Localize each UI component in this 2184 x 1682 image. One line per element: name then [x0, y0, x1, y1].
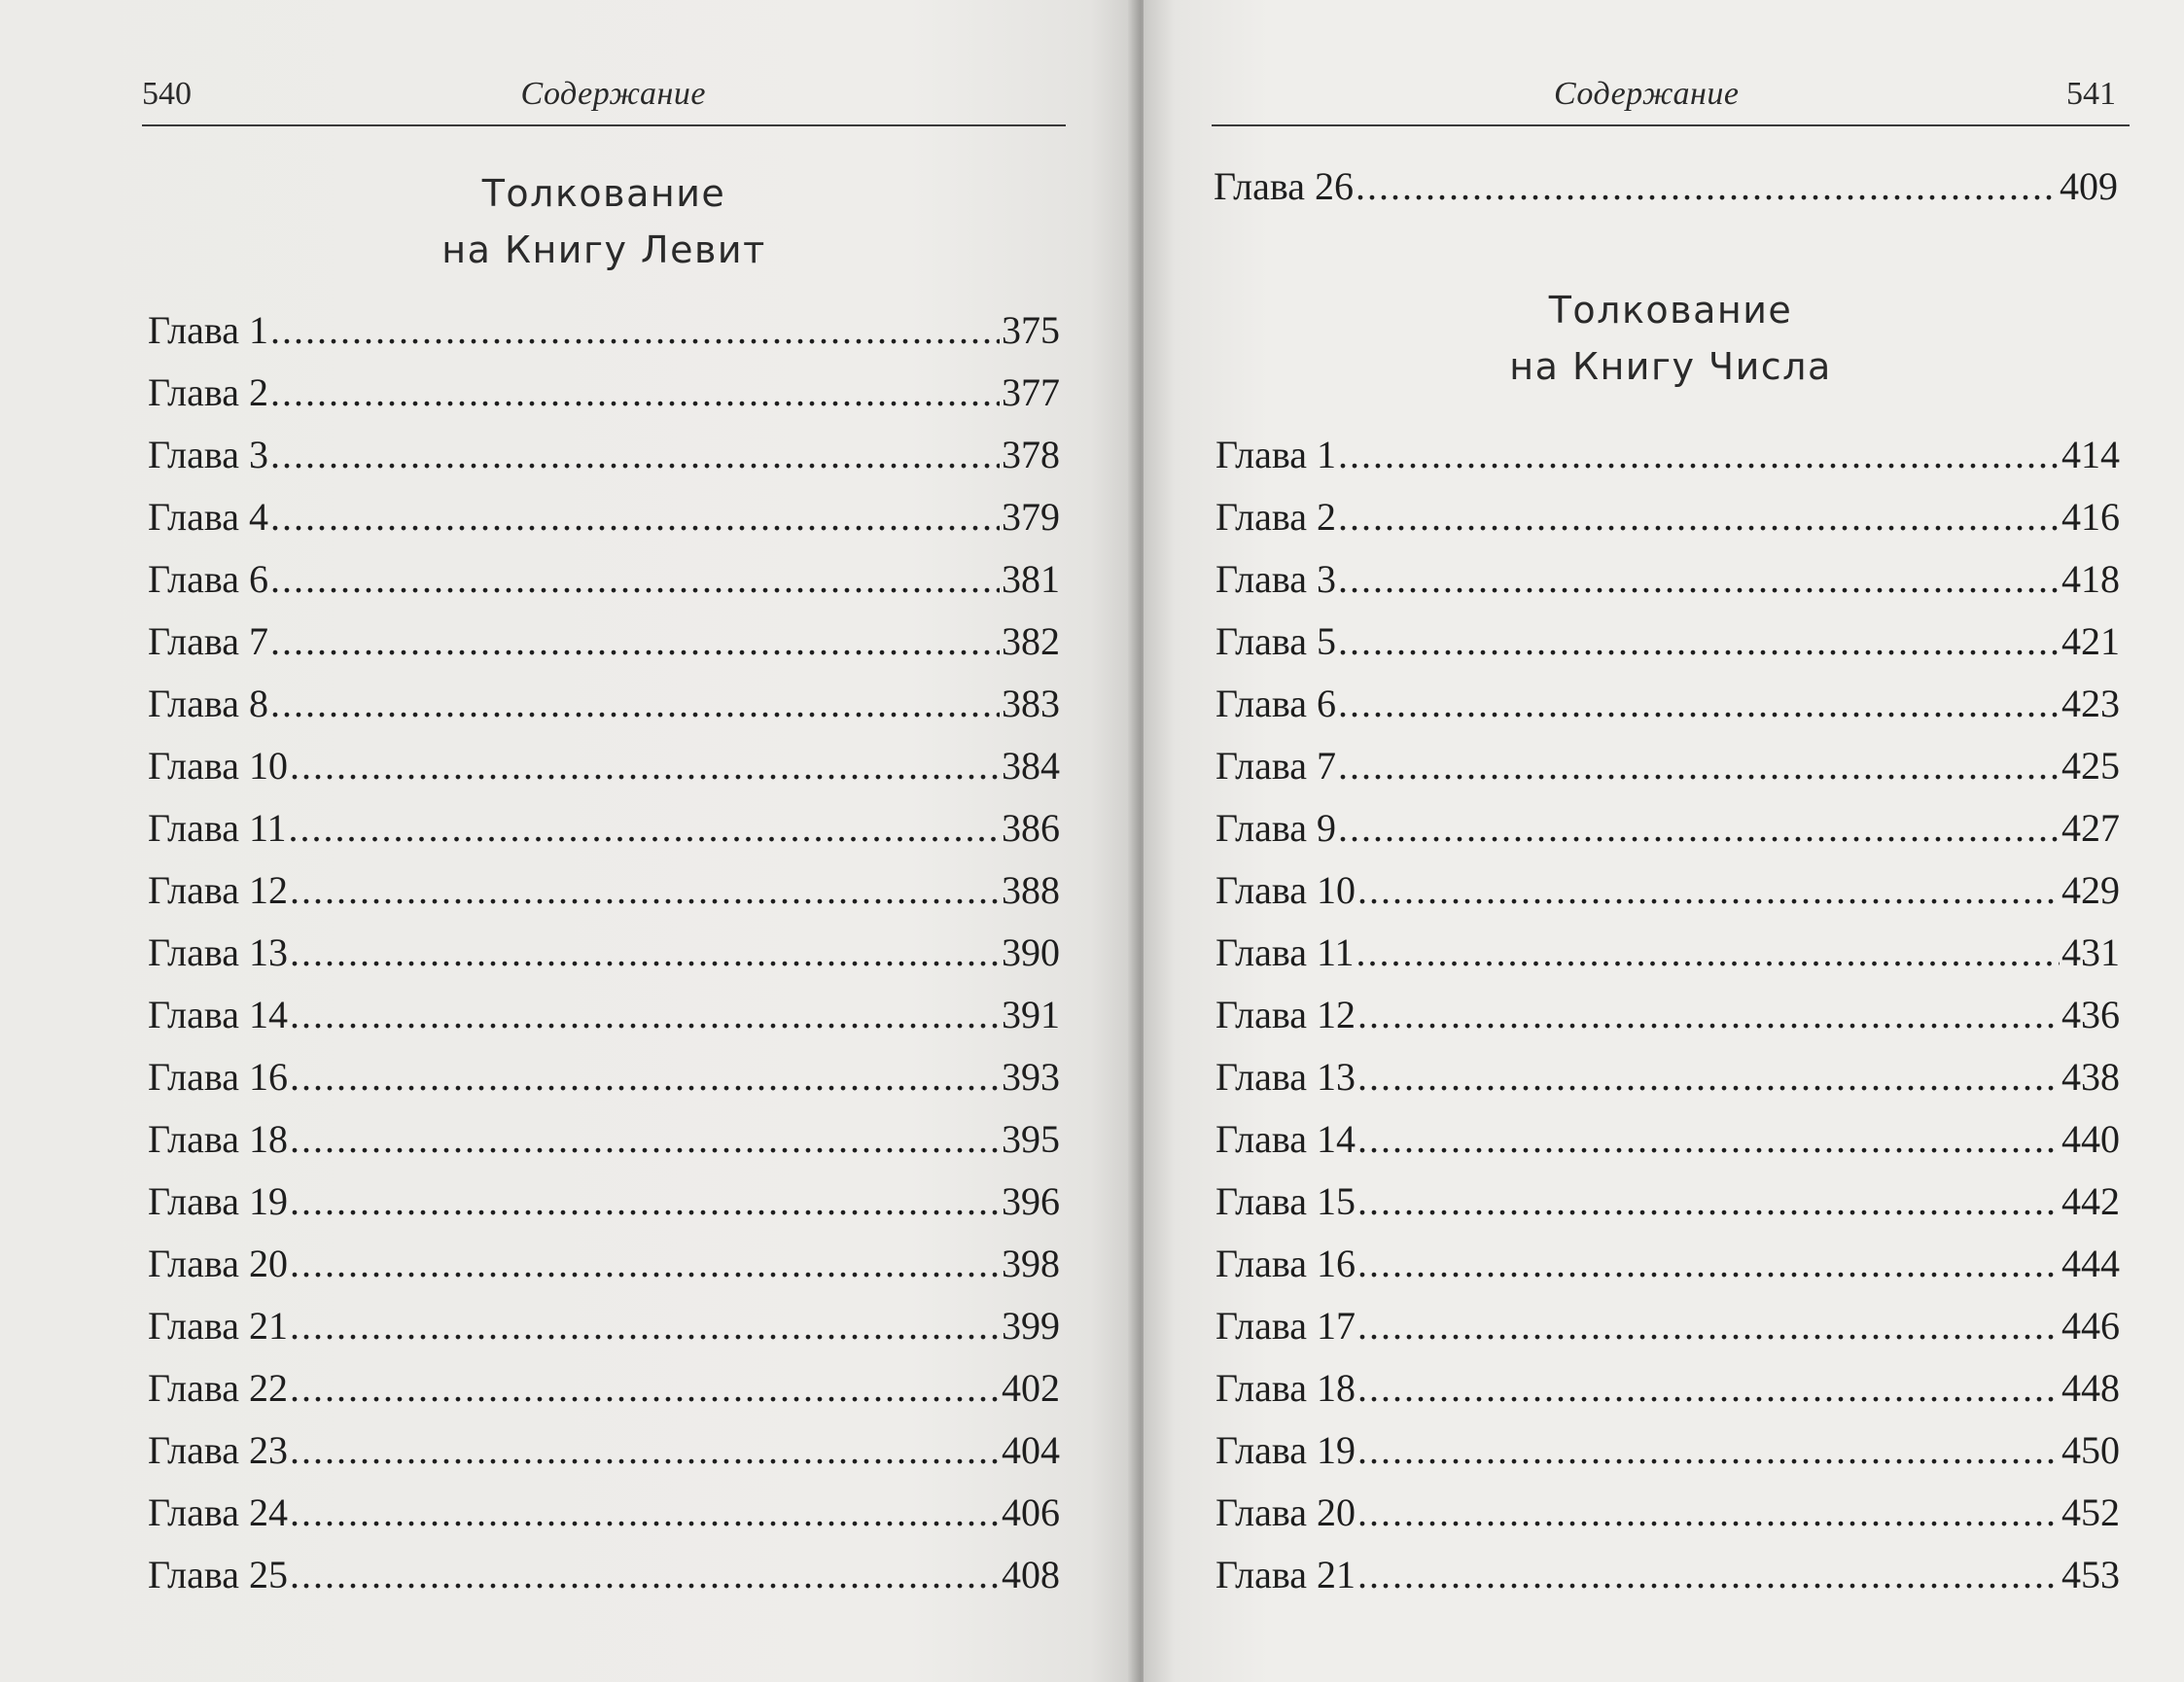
toc-entry	[1215, 673, 2120, 735]
toc-entry-page: 416	[2061, 495, 2120, 539]
toc-entry-page: 377	[1002, 370, 1060, 414]
dot-leader	[1357, 1046, 2060, 1108]
toc-entry-page: 440	[2061, 1117, 2120, 1161]
toc-entry-label: Глава 12	[148, 868, 288, 912]
toc-entry-label: Глава 21	[1215, 1553, 1356, 1596]
dot-leader	[290, 1233, 1000, 1295]
dot-leader	[1357, 1108, 2060, 1171]
dot-leader	[1338, 548, 2060, 611]
toc-entry-page: 382	[1002, 619, 1060, 663]
section-title-line2: на Книгу Числа	[1509, 345, 1832, 388]
dot-leader	[290, 1171, 1000, 1233]
toc-entry-page: 444	[2061, 1242, 2120, 1285]
toc-entry	[148, 486, 1060, 548]
dot-leader	[1357, 1544, 2060, 1606]
toc-entry-label: Глава 14	[148, 993, 288, 1036]
toc-entry	[1215, 735, 2120, 797]
toc-entry-page: 375	[1002, 308, 1060, 352]
toc-entry-page: 429	[2061, 868, 2120, 912]
toc-entry-label: Глава 7	[1215, 744, 1336, 788]
dot-leader	[290, 1357, 1000, 1419]
toc-entry	[148, 1233, 1060, 1295]
toc-entry-page: 450	[2061, 1428, 2120, 1472]
dot-leader	[290, 922, 1000, 984]
toc-entry	[1215, 1171, 2120, 1233]
toc-entry-label: Глава 2	[1215, 495, 1336, 539]
toc-entry-page: 384	[1002, 744, 1060, 788]
dot-leader	[270, 548, 1000, 611]
dot-leader	[290, 1046, 1000, 1108]
dot-leader	[1357, 984, 2060, 1046]
toc-entry-label: Глава 22	[148, 1366, 288, 1410]
toc-entry-label: Глава 19	[1215, 1428, 1356, 1472]
toc-entry	[148, 362, 1060, 424]
toc-entry-label: Глава 1	[148, 308, 268, 352]
toc-entry	[148, 922, 1060, 984]
dot-leader	[1338, 735, 2060, 797]
toc-entry	[148, 1171, 1060, 1233]
toc-entry	[1215, 548, 2120, 611]
toc-entry-page: 409	[2060, 164, 2118, 208]
toc-entry-label: Глава 19	[148, 1179, 288, 1223]
toc-entry-label: Глава 14	[1215, 1117, 1356, 1161]
toc-list-leviticus	[148, 299, 1060, 1606]
running-title: Содержание	[1554, 76, 1740, 112]
toc-entry-page: 423	[2061, 682, 2120, 725]
toc-entry	[148, 797, 1060, 859]
section-title-line1: Толкование	[481, 172, 726, 215]
toc-entry	[1215, 922, 2120, 984]
toc-entry	[148, 548, 1060, 611]
dot-leader	[290, 1108, 1000, 1171]
toc-entry	[1215, 1419, 2120, 1482]
dot-leader	[1338, 424, 2060, 486]
toc-entry	[148, 1482, 1060, 1544]
toc-entry-page: 390	[1002, 930, 1060, 974]
toc-entry-page: 396	[1002, 1179, 1060, 1223]
toc-entry-label: Глава 18	[148, 1117, 288, 1161]
toc-entry	[1215, 1357, 2120, 1419]
dot-leader	[290, 1544, 1000, 1606]
dot-leader	[1357, 1419, 2060, 1482]
dot-leader	[288, 797, 1000, 859]
running-title: Содержание	[520, 76, 706, 112]
page-number: 541	[2066, 76, 2116, 112]
toc-entry-label: Глава 9	[1215, 806, 1336, 850]
toc-entry-label: Глава 18	[1215, 1366, 1356, 1410]
toc-entry	[148, 673, 1060, 735]
toc-entry	[1215, 486, 2120, 548]
dot-leader	[290, 1295, 1000, 1357]
toc-entry-label: Глава 10	[148, 744, 288, 788]
dot-leader	[290, 984, 1000, 1046]
dot-leader	[1338, 486, 2060, 548]
dot-leader	[1357, 859, 2060, 922]
toc-entry-page: 418	[2061, 557, 2120, 601]
toc-entry-label: Глава 21	[148, 1304, 288, 1348]
toc-entry	[1215, 424, 2120, 486]
dot-leader	[270, 362, 1000, 424]
toc-entry-page: 421	[2061, 619, 2120, 663]
dot-leader	[270, 673, 1000, 735]
toc-entry	[1214, 156, 2118, 218]
toc-entry	[1215, 1108, 2120, 1171]
toc-list-continuation	[1214, 156, 2118, 218]
toc-entry-page: 402	[1002, 1366, 1060, 1410]
toc-entry-label: Глава 24	[148, 1490, 288, 1534]
dot-leader	[270, 611, 1000, 673]
dot-leader	[1356, 922, 2060, 984]
dot-leader	[290, 859, 1000, 922]
dot-leader	[1357, 1357, 2060, 1419]
toc-entry-page: 379	[1002, 495, 1060, 539]
dot-leader	[270, 424, 1000, 486]
toc-entry-label: Глава 10	[1215, 868, 1356, 912]
toc-entry-page: 442	[2061, 1179, 2120, 1223]
toc-entry	[1215, 611, 2120, 673]
toc-entry-page: 391	[1002, 993, 1060, 1036]
section-title-leviticus	[142, 165, 1066, 278]
left-page-header	[142, 58, 1066, 126]
toc-entry	[1215, 1295, 2120, 1357]
toc-entry	[148, 611, 1060, 673]
dot-leader	[290, 735, 1000, 797]
toc-entry-page: 381	[1002, 557, 1060, 601]
toc-entry	[1215, 984, 2120, 1046]
toc-entry	[148, 859, 1060, 922]
toc-entry-label: Глава 16	[148, 1055, 288, 1099]
toc-entry-label: Глава 23	[148, 1428, 288, 1472]
toc-entry-page: 425	[2061, 744, 2120, 788]
dot-leader	[1338, 611, 2060, 673]
toc-entry-label: Глава 3	[1215, 557, 1336, 601]
toc-entry	[1215, 1046, 2120, 1108]
toc-entry	[148, 735, 1060, 797]
toc-list-numbers	[1215, 424, 2120, 1606]
dot-leader	[1357, 1482, 2060, 1544]
toc-entry-page: 393	[1002, 1055, 1060, 1099]
toc-entry	[148, 984, 1060, 1046]
toc-entry-label: Глава 7	[148, 619, 268, 663]
toc-entry-label: Глава 8	[148, 682, 268, 725]
toc-entry	[1215, 1233, 2120, 1295]
toc-entry-page: 395	[1002, 1117, 1060, 1161]
toc-entry-label: Глава 13	[148, 930, 288, 974]
toc-entry-page: 388	[1002, 868, 1060, 912]
toc-entry-page: 438	[2061, 1055, 2120, 1099]
toc-entry	[148, 1046, 1060, 1108]
toc-entry	[148, 1544, 1060, 1606]
section-title-numbers	[1212, 282, 2130, 395]
toc-entry-label: Глава 6	[1215, 682, 1336, 725]
toc-entry-label: Глава 4	[148, 495, 268, 539]
toc-entry-label: Глава 3	[148, 433, 268, 476]
toc-entry-page: 404	[1002, 1428, 1060, 1472]
toc-entry	[148, 1357, 1060, 1419]
toc-entry	[1215, 859, 2120, 922]
toc-entry	[1215, 797, 2120, 859]
toc-entry-label: Глава 5	[1215, 619, 1336, 663]
toc-entry-label: Глава 17	[1215, 1304, 1356, 1348]
toc-entry-page: 408	[1002, 1553, 1060, 1596]
toc-entry	[1215, 1544, 2120, 1606]
toc-entry-label: Глава 15	[1215, 1179, 1356, 1223]
toc-entry	[148, 1108, 1060, 1171]
section-title-line2: на Книгу Левит	[441, 228, 766, 271]
toc-entry-label: Глава 11	[1215, 930, 1355, 974]
toc-entry	[148, 1295, 1060, 1357]
dot-leader	[1357, 1233, 2060, 1295]
toc-entry-page: 378	[1002, 433, 1060, 476]
toc-entry-label: Глава 26	[1214, 164, 1354, 208]
toc-entry-page: 446	[2061, 1304, 2120, 1348]
toc-entry-page: 406	[1002, 1490, 1060, 1534]
toc-entry-page: 453	[2061, 1553, 2120, 1596]
dot-leader	[290, 1419, 1000, 1482]
toc-entry	[1215, 1482, 2120, 1544]
toc-entry-page: 399	[1002, 1304, 1060, 1348]
toc-entry-page: 414	[2061, 433, 2120, 476]
toc-entry-page: 448	[2061, 1366, 2120, 1410]
toc-entry	[148, 424, 1060, 486]
toc-entry-label: Глава 25	[148, 1553, 288, 1596]
dot-leader	[1357, 1171, 2060, 1233]
toc-entry-label: Глава 20	[1215, 1490, 1356, 1534]
toc-entry-label: Глава 20	[148, 1242, 288, 1285]
toc-entry-page: 383	[1002, 682, 1060, 725]
dot-leader	[1338, 673, 2060, 735]
dot-leader	[1338, 797, 2060, 859]
dot-leader	[290, 1482, 1000, 1544]
dot-leader	[270, 299, 1000, 362]
dot-leader	[1356, 156, 2058, 218]
page-number: 540	[142, 76, 192, 112]
toc-entry-page: 452	[2061, 1490, 2120, 1534]
dot-leader	[270, 486, 1000, 548]
toc-entry-label: Глава 12	[1215, 993, 1356, 1036]
toc-entry-label: Глава 2	[148, 370, 268, 414]
toc-entry-page: 386	[1002, 806, 1060, 850]
right-page-header	[1212, 58, 2130, 126]
toc-entry	[148, 299, 1060, 362]
toc-entry-label: Глава 1	[1215, 433, 1336, 476]
toc-entry-page: 427	[2061, 806, 2120, 850]
section-title-line1: Толкование	[1548, 289, 1793, 332]
toc-entry-page: 398	[1002, 1242, 1060, 1285]
toc-entry-label: Глава 16	[1215, 1242, 1356, 1285]
toc-entry-label: Глава 13	[1215, 1055, 1356, 1099]
toc-entry-label: Глава 11	[148, 806, 287, 850]
dot-leader	[1357, 1295, 2060, 1357]
toc-entry	[148, 1419, 1060, 1482]
toc-entry-label: Глава 6	[148, 557, 268, 601]
toc-entry-page: 436	[2061, 993, 2120, 1036]
toc-entry-page: 431	[2061, 930, 2120, 974]
